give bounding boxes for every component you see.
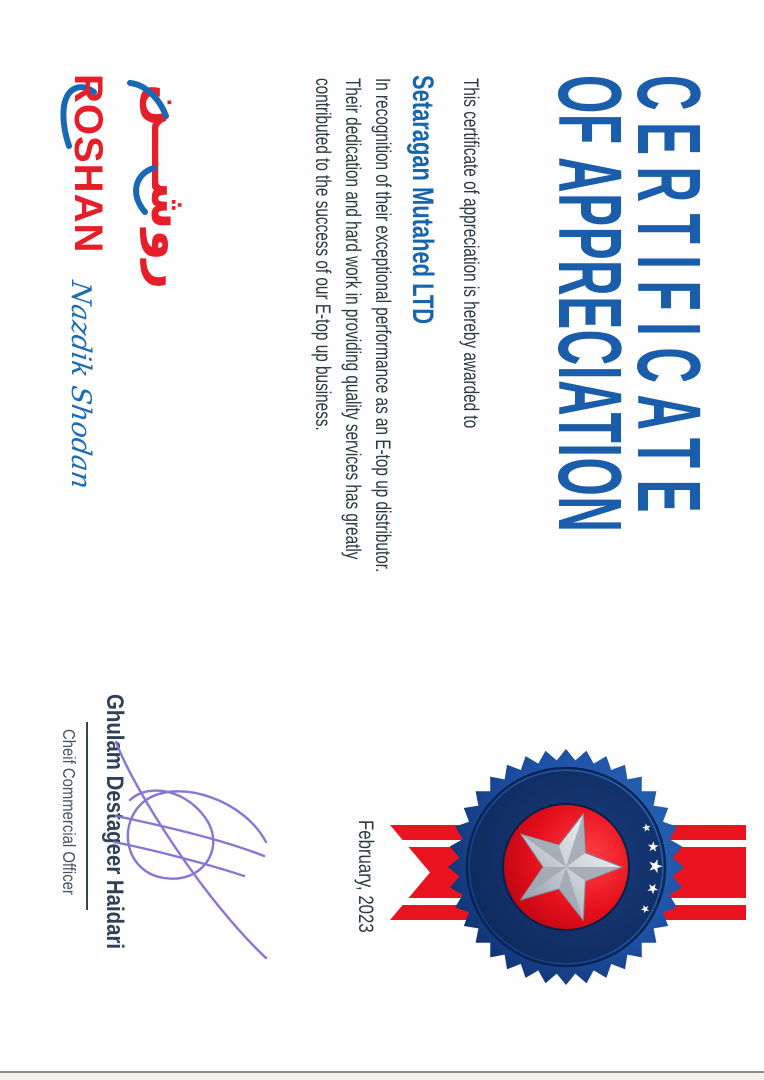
award-date: February, 2023 xyxy=(354,820,377,933)
medal-small-star-icon: ★ xyxy=(638,820,655,836)
medal-small-star-icon: ★ xyxy=(637,901,654,917)
intro-text: This certificate of appreciation is hereby awarded to xyxy=(459,78,482,429)
signatory-name: Ghulam Destageer Haidari xyxy=(101,694,128,950)
roshan-arabic-wordmark: روشـــن xyxy=(140,84,198,290)
roshan-tagline: Nazdik Shodan xyxy=(65,278,96,491)
signature-ink xyxy=(106,725,276,970)
signatory-title: Cheif Commercial Officer xyxy=(59,729,79,895)
medal-small-star-icon: ★ xyxy=(644,858,666,875)
paragraph-line-2: Their dedication and hard work in providing quality services has greatly xyxy=(341,78,364,560)
paragraph-line-3: contributed to the success of our E-top up business. xyxy=(311,78,334,431)
roshan-latin-wordmark: ROSHAN xyxy=(66,74,110,254)
medal-icon xyxy=(446,747,686,987)
medal-small-star-icon: ★ xyxy=(643,839,662,856)
certificate-title-line2: OF APPRECIATION xyxy=(539,75,639,533)
scan-edge-shade xyxy=(0,1073,764,1080)
recipient-name: Setaragan Mutahed LTD xyxy=(406,75,439,325)
certificate-title-line1: CERTIFICATE xyxy=(618,75,718,524)
signature-line xyxy=(86,722,88,910)
paragraph-line-1: In recognition of their exceptional performance as an E-top up distributor. xyxy=(371,78,394,573)
medal-small-star-icon: ★ xyxy=(643,880,662,897)
